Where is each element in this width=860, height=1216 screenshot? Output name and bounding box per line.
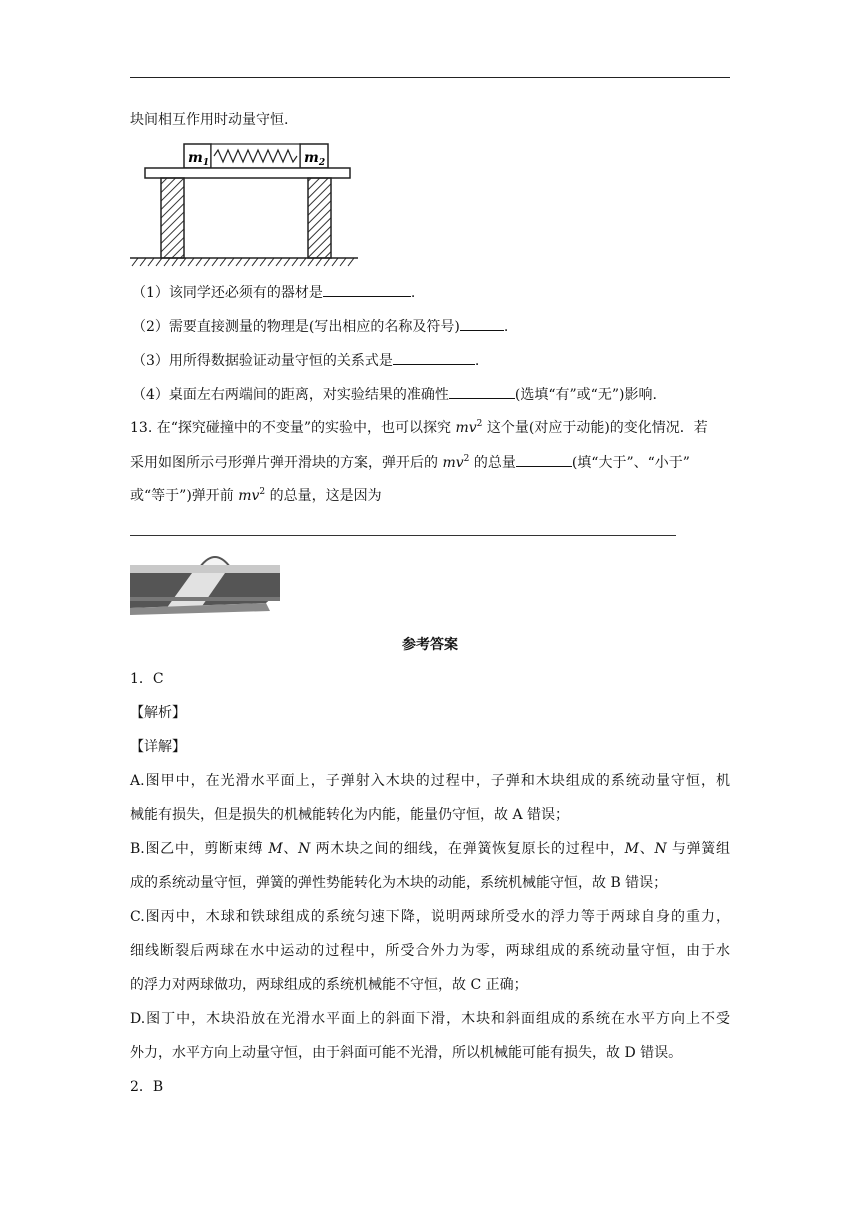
answer-line-long[interactable] xyxy=(130,535,676,536)
answer-blank[interactable] xyxy=(323,282,411,297)
q13-line3: 或“等于”)弹开前 $mv^2$ 的总量，这是因为 xyxy=(130,487,382,504)
header-rule xyxy=(130,77,730,78)
label-m2: $m_2$ xyxy=(304,150,326,168)
table-top xyxy=(145,168,350,178)
option-d-line1: D.图丁中，木块沿放在光滑水平面上的斜面下滑，木块和斜面组成的系统在水平方向上不受 xyxy=(130,1011,730,1027)
answer-1: 1．C xyxy=(130,671,164,687)
analysis-label: 【解析】 xyxy=(130,705,186,721)
option-c-line3: 的浮力对两球做功，两球组成的系统机械能不守恒，故 C 正确； xyxy=(130,977,528,993)
continuation-text: 块间相互作用时动量守恒. xyxy=(130,112,289,128)
q12-part4: （4）桌面左右两端间的距离，对实验结果的准确性 (选填“有”或“无”)影响. xyxy=(132,384,657,405)
detail-label: 【详解】 xyxy=(130,739,186,755)
option-a-line1: A.图甲中，在光滑水平面上，子弹射入木块的过程中，子弹和木块组成的系统动量守恒，机 xyxy=(130,773,730,789)
slider-shadow xyxy=(130,597,280,601)
table-leg-left xyxy=(161,178,184,258)
q13-line2: 采用如图所示弓形弹片弹开滑块的方案，弹开后的 $mv^2$ 的总量 (填“大于”、“小于” xyxy=(130,454,690,471)
slider-track-top xyxy=(130,565,280,573)
q13-line1: 13. 在“探究碰撞中的不变量”的实验中，也可以探究 $mv^2$ 这个量(对应于动能)的变化情况．若 xyxy=(130,419,708,436)
answer-blank[interactable] xyxy=(393,350,475,365)
label-m1: $m_1$ xyxy=(188,150,210,168)
option-a-line2: 械能有损失，但是损失的机械能转化为内能，能量仍守恒，故 A 错误； xyxy=(130,807,570,823)
table-leg-right xyxy=(308,178,331,258)
q12-part1: （1）该同学还必须有的器材是 . xyxy=(132,282,415,303)
option-c-line2: 细线断裂后两球在水中运动的过程中，所受合外力为零，两球组成的系统动量守恒，由于水 xyxy=(130,943,730,959)
answer-2: 2．B xyxy=(130,1079,164,1095)
answer-blank[interactable] xyxy=(460,316,504,331)
option-d-line2: 外力，水平方向上动量守恒，由于斜面可能不光滑，所以机械能可能有损失，故 D 错误。 xyxy=(130,1045,683,1061)
answer-blank[interactable] xyxy=(449,384,515,399)
q12-part2: （2）需要直接测量的物理是(写出相应的名称及符号) . xyxy=(132,316,508,337)
answers-title: 参考答案 xyxy=(402,637,458,653)
q12-part3: （3）用所得数据验证动量守恒的关系式是 . xyxy=(132,350,479,371)
option-b-line2: 成的系统动量守恒，弹簧的弹性势能转化为木块的动能，系统机械能守恒，故 B 错误； xyxy=(130,875,668,891)
spring-blocks-figure xyxy=(128,140,363,270)
option-b-line1: B.图乙中，剪断束缚 M、N 两木块之间的细线，在弹簧恢复原长的过程中，M、N 与弹簧组 xyxy=(130,841,731,857)
option-c-line1: C.图丙中，木球和铁球组成的系统匀速下降，说明两球所受水的浮力等于两球自身的重力， xyxy=(130,909,730,925)
answer-blank[interactable] xyxy=(516,452,572,467)
bow-spring-figure xyxy=(130,553,280,618)
ground-hatch xyxy=(132,258,354,266)
